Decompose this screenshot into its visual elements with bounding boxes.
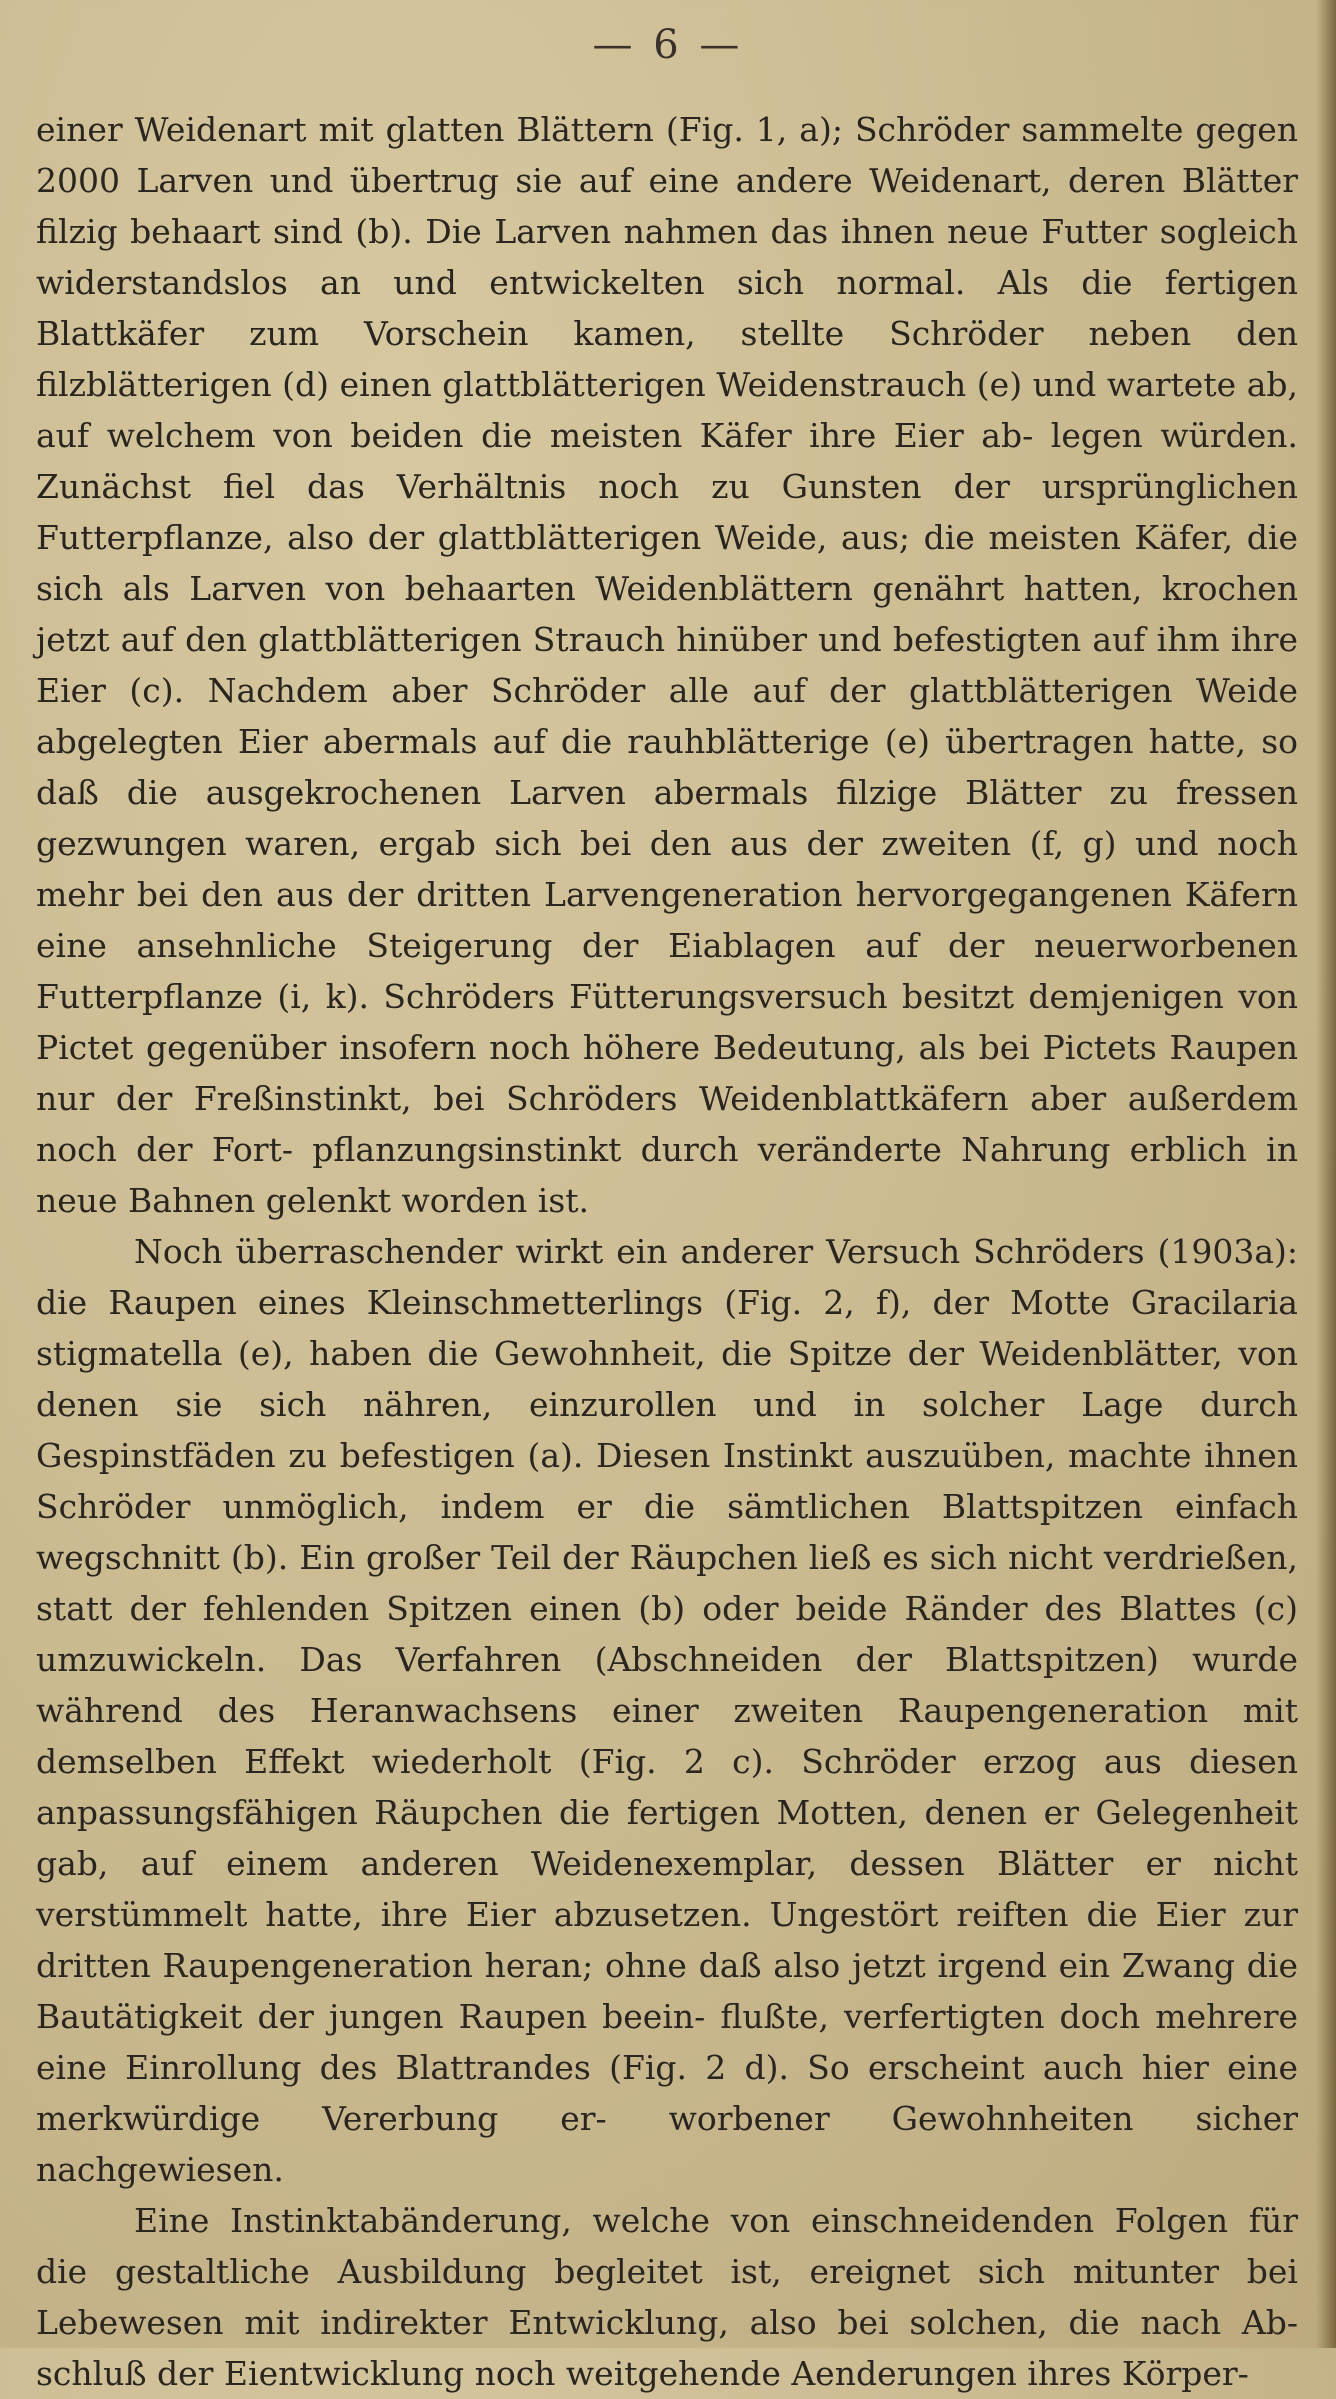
paragraph: Eine Instinktabänderung, welche von einschneidenden Folgen für die gestaltliche Ausbildung begleitet ist, ereignet sich mitunter bei Lebewesen mit indirekter Entwicklung, also bei solchen, die nach Ab- schluß der Eientwicklung noch weitgehende Aenderungen ihres Körper- [36, 2201, 1298, 2393]
paragraph: Noch überraschender wirkt ein anderer Versuch Schröders (1903a): die Raupen eines Kleinschmetterlings (Fig. 2, f), der Motte Gracilaria stigmatella (e), haben die Gewohnheit, die Spitze der Weidenblätter, von denen sie sich nähren, einzurollen und in solcher Lage durch Gespinstfäden zu befestigen (a). Diesen Instinkt auszuüben, machte ihnen Schröder unmöglich, indem er die sämtlichen Blattspitzen einfach wegschnitt (b). Ein großer Teil der Räupchen ließ es sich nicht verdrießen, statt der fehlenden Spitzen einen (b) oder beide Ränder des Blattes (c) umzuwickeln. Das Verfahren (Abschneiden der Blattspitzen) wurde während des Heranwachsens einer zweiten Raupengeneration mit demselben Effekt wiederholt (Fig. 2 c). Schröder erzog aus diesen anpassungsfähigen Räupchen die fertigen Motten, denen er Gelegenheit gab, auf einem anderen Weidenexemplar, dessen Blätter er nicht verstümmelt hatte, ihre Eier abzusetzen. Ungestört reiften die Eier zur dritten Raupengeneration heran; ohne daß also jetzt irgend ein Zwang die Bautätigkeit der jungen Raupen beein- flußte, verfertigten doch mehrere eine Einrollung des Blattrandes (Fig. 2 d). So erscheint auch hier eine merkwürdige Vererbung er- worbener Gewohnheiten sicher nachgewiesen. [36, 1232, 1298, 2189]
paragraph: einer Weidenart mit glatten Blättern (Fig. 1, a); Schröder sammelte gegen 2000 Larven und übertrug sie auf eine andere Weidenart, deren Blätter filzig behaart sind (b). Die Larven nahmen das ihnen neue Futter sogleich widerstandslos an und entwickelten sich normal. Als die fertigen Blattkäfer zum Vorschein kamen, stellte Schröder neben den filzblätterigen (d) einen glattblätterigen Weidenstrauch (e) und wartete ab, auf welchem von beiden die meisten Käfer ihre Eier ab- legen würden. Zunächst fiel das Verhältnis noch zu Gunsten der ursprünglichen Futterpflanze, also der glattblätterigen Weide, aus; die meisten Käfer, die sich als Larven von behaarten Weidenblättern genährt hatten, krochen jetzt auf den glattblätterigen Strauch hinüber und befestigten auf ihm ihre Eier (c). Nachdem aber Schröder alle auf der glattblätterigen Weide abgelegten Eier abermals auf die rauhblätterige (e) übertragen hatte, so daß die ausgekrochenen Larven abermals filzige Blätter zu fressen gezwungen waren, ergab sich bei den aus der zweiten (f, g) und noch mehr bei den aus der dritten Larvengeneration hervorgegangenen Käfern eine ansehnliche Steigerung der Eiablagen auf der neuerworbenen Futterpflanze (i, k). Schröders Fütterungsversuch besitzt demjenigen von Pictet gegenüber insofern noch höhere Bedeutung, als bei Pictets Raupen nur der Freßinstinkt, bei Schröders Weidenblattkäfern aber außerdem noch der Fort- pflanzungsinstinkt durch veränderte Nahrung erblich in neue Bahnen gelenkt worden ist. [36, 110, 1298, 1220]
page-number: — 6 — [592, 22, 744, 68]
body-text [36, 104, 1298, 2399]
page-edge [1316, 0, 1336, 2348]
